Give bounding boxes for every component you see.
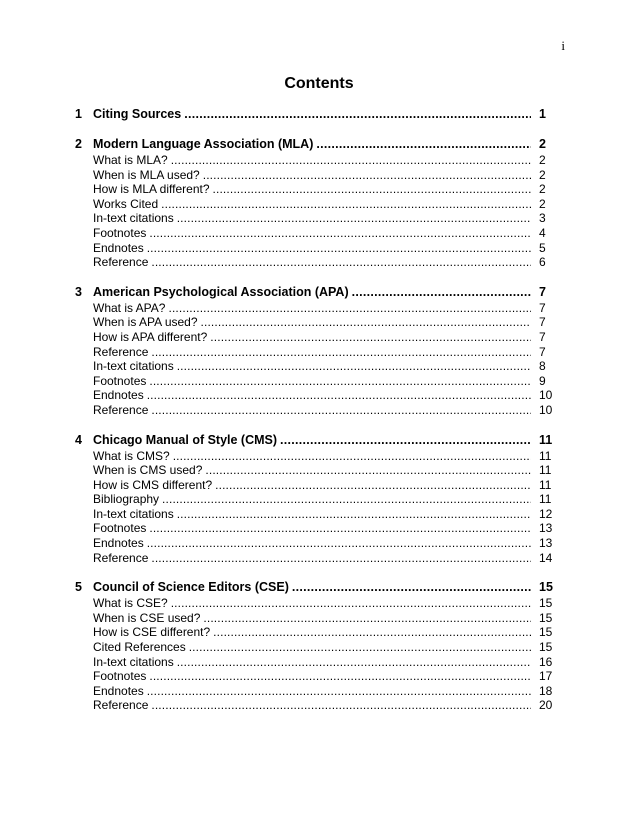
entry-page-number: 11 xyxy=(539,463,552,478)
dot-leader xyxy=(203,168,531,183)
dot-leader xyxy=(177,507,531,522)
entry-page-number: 12 xyxy=(539,506,553,521)
toc-entry[interactable] xyxy=(75,551,559,566)
entry-title: How is CMS different? xyxy=(93,477,213,492)
entry-page-number: 2 xyxy=(539,167,546,182)
toc-title: Contents xyxy=(284,75,354,92)
toc-entry[interactable] xyxy=(75,359,559,374)
toc-chapter-entry[interactable] xyxy=(75,432,559,448)
toc-entry[interactable] xyxy=(75,374,559,389)
dot-leader xyxy=(151,345,531,360)
dot-leader xyxy=(173,449,531,464)
entry-title: Endnotes xyxy=(93,388,144,403)
toc-entry[interactable] xyxy=(75,241,559,256)
toc-entry[interactable] xyxy=(75,478,559,493)
entry-page-number: 11 xyxy=(539,448,552,463)
chapter-title: Chicago Manual of Style (CMS) xyxy=(93,432,278,447)
toc-entry[interactable] xyxy=(75,684,559,699)
chapter-title: American Psychological Association (APA) xyxy=(93,284,349,299)
entry-title: When is MLA used? xyxy=(93,167,200,182)
entry-page-number: 2 xyxy=(539,182,546,197)
entry-page-number: 7 xyxy=(539,315,546,330)
dot-leader xyxy=(177,211,531,226)
toc-section xyxy=(75,284,559,418)
entry-page-number: 11 xyxy=(539,477,552,492)
entry-title: Reference xyxy=(93,402,149,417)
toc-entry[interactable] xyxy=(75,521,559,536)
toc-entry[interactable] xyxy=(75,507,559,522)
entry-title: Endnotes xyxy=(93,240,144,255)
toc-entry[interactable] xyxy=(75,611,559,626)
chapter-page-number: 15 xyxy=(539,580,553,595)
chapter-number: 4 xyxy=(75,432,82,447)
toc-entry[interactable] xyxy=(75,536,559,551)
toc-entry[interactable] xyxy=(75,153,559,168)
dot-leader xyxy=(171,153,531,168)
entry-page-number: 15 xyxy=(539,596,553,611)
entry-page-number: 13 xyxy=(539,536,553,551)
toc-entry[interactable] xyxy=(75,197,559,212)
toc-entry[interactable] xyxy=(75,211,559,226)
entry-title: When is CMS used? xyxy=(93,463,203,478)
entry-title: How is APA different? xyxy=(93,329,208,344)
entry-title: Reference xyxy=(93,698,149,713)
entry-title: Endnotes xyxy=(93,683,144,698)
dot-leader xyxy=(213,182,531,197)
toc-entry[interactable] xyxy=(75,625,559,640)
toc-entry[interactable] xyxy=(75,669,559,684)
entry-page-number: 7 xyxy=(539,300,546,315)
dot-leader xyxy=(201,315,531,330)
toc-entry[interactable] xyxy=(75,168,559,183)
entry-title: Reference xyxy=(93,344,149,359)
toc-section xyxy=(75,106,559,122)
entry-title: How is CSE different? xyxy=(93,625,211,640)
dot-leader xyxy=(280,432,531,448)
toc-entry[interactable] xyxy=(75,596,559,611)
entry-title: In-text citations xyxy=(93,654,174,669)
dot-leader xyxy=(151,403,531,418)
entry-page-number: 2 xyxy=(539,196,546,211)
dot-leader xyxy=(149,226,531,241)
entry-page-number: 10 xyxy=(539,402,553,417)
dot-leader xyxy=(149,521,531,536)
entry-title: Cited References xyxy=(93,640,186,655)
toc-chapter-entry[interactable] xyxy=(75,136,559,152)
entry-title: Reference xyxy=(93,255,149,270)
entry-page-number: 17 xyxy=(539,669,553,684)
dot-leader xyxy=(213,625,531,640)
dot-leader xyxy=(151,255,531,270)
entry-title: What is MLA? xyxy=(93,153,168,167)
dot-leader xyxy=(149,374,531,389)
toc-section xyxy=(75,432,559,566)
dot-leader xyxy=(147,536,531,551)
entry-title: When is APA used? xyxy=(93,315,198,330)
chapter-page-number: 1 xyxy=(539,107,546,121)
entry-page-number: 11 xyxy=(539,492,552,507)
dot-leader xyxy=(352,284,531,300)
chapter-title: Modern Language Association (MLA) xyxy=(93,137,314,151)
toc-entry[interactable] xyxy=(75,226,559,241)
dot-leader xyxy=(215,478,531,493)
chapter-number: 5 xyxy=(75,580,82,595)
entry-page-number: 18 xyxy=(539,683,553,698)
entry-page-number: 15 xyxy=(539,640,553,655)
entry-title: What is APA? xyxy=(93,300,166,315)
dot-leader xyxy=(147,684,531,699)
toc-entry[interactable] xyxy=(75,463,559,478)
toc-chapter-entry[interactable] xyxy=(75,284,559,300)
toc-entry[interactable] xyxy=(75,640,559,655)
entry-page-number: 6 xyxy=(539,255,546,270)
toc-entry[interactable] xyxy=(75,388,559,403)
chapter-page-number: 7 xyxy=(539,284,546,299)
dot-leader xyxy=(205,463,531,478)
entry-title: When is CSE used? xyxy=(93,610,201,625)
entry-title: Footnotes xyxy=(93,669,147,684)
entry-page-number: 8 xyxy=(539,359,546,374)
toc-entry[interactable] xyxy=(75,655,559,670)
dot-leader xyxy=(161,197,531,212)
toc-entry[interactable] xyxy=(75,315,559,330)
entry-title: Endnotes xyxy=(93,536,144,551)
entry-page-number: 16 xyxy=(539,654,553,669)
entry-page-number: 7 xyxy=(539,329,546,344)
chapter-number: 1 xyxy=(75,107,82,121)
dot-leader xyxy=(210,330,531,345)
toc-entry[interactable] xyxy=(75,345,559,360)
dot-leader xyxy=(171,596,531,611)
entry-title: In-text citations xyxy=(93,506,174,521)
dot-leader xyxy=(149,669,531,684)
entry-page-number: 2 xyxy=(539,153,546,167)
chapter-page-number: 11 xyxy=(539,432,553,447)
chapter-number: 2 xyxy=(75,137,82,151)
toc-chapter-entry[interactable] xyxy=(75,106,559,122)
dot-leader xyxy=(147,388,531,403)
dot-leader xyxy=(151,551,531,566)
dot-leader xyxy=(316,136,531,152)
entry-page-number: 15 xyxy=(539,625,553,640)
dot-leader xyxy=(168,301,531,316)
entry-title: Footnotes xyxy=(93,373,147,388)
dot-leader xyxy=(162,492,531,507)
toc-entry[interactable] xyxy=(75,698,559,713)
dot-leader xyxy=(147,241,531,256)
chapter-page-number: 2 xyxy=(539,137,546,151)
entry-page-number: 14 xyxy=(539,550,553,565)
entry-title: How is MLA different? xyxy=(93,182,210,197)
entry-page-number: 13 xyxy=(539,521,553,536)
dot-leader xyxy=(203,611,531,626)
table-of-contents xyxy=(75,106,559,727)
entry-page-number: 5 xyxy=(539,240,546,255)
entry-page-number: 4 xyxy=(539,225,546,240)
toc-entry[interactable] xyxy=(75,492,559,507)
toc-entry[interactable] xyxy=(75,182,559,197)
entry-page-number: 15 xyxy=(539,610,553,625)
entry-title: Bibliography xyxy=(93,492,160,507)
entry-page-number: 20 xyxy=(539,698,553,713)
dot-leader xyxy=(189,640,531,655)
entry-page-number: 7 xyxy=(539,344,546,359)
entry-title: What is CSE? xyxy=(93,596,168,611)
toc-chapter-entry[interactable] xyxy=(75,579,559,595)
dot-leader xyxy=(177,359,531,374)
entry-title: In-text citations xyxy=(93,359,174,374)
entry-title: Footnotes xyxy=(93,521,147,536)
entry-title: What is CMS? xyxy=(93,448,170,463)
toc-section xyxy=(75,136,559,270)
chapter-number: 3 xyxy=(75,284,82,299)
toc-section xyxy=(75,579,559,713)
entry-page-number: 10 xyxy=(539,388,553,403)
toc-entry[interactable] xyxy=(75,255,559,270)
dot-leader xyxy=(292,579,531,595)
dot-leader xyxy=(177,655,531,670)
entry-title: Footnotes xyxy=(93,225,147,240)
dot-leader xyxy=(151,698,531,713)
toc-entry[interactable] xyxy=(75,403,559,418)
dot-leader xyxy=(184,106,531,122)
chapter-title: Council of Science Editors (CSE) xyxy=(93,580,289,595)
toc-entry[interactable] xyxy=(75,301,559,316)
entry-title: In-text citations xyxy=(93,211,174,226)
entry-title: Reference xyxy=(93,550,149,565)
toc-entry[interactable] xyxy=(75,449,559,464)
entry-page-number: 9 xyxy=(539,373,546,388)
toc-entry[interactable] xyxy=(75,330,559,345)
page-number: i xyxy=(561,38,565,53)
chapter-title: Citing Sources xyxy=(93,107,182,121)
entry-title: Works Cited xyxy=(93,196,159,211)
entry-page-number: 3 xyxy=(539,211,546,226)
